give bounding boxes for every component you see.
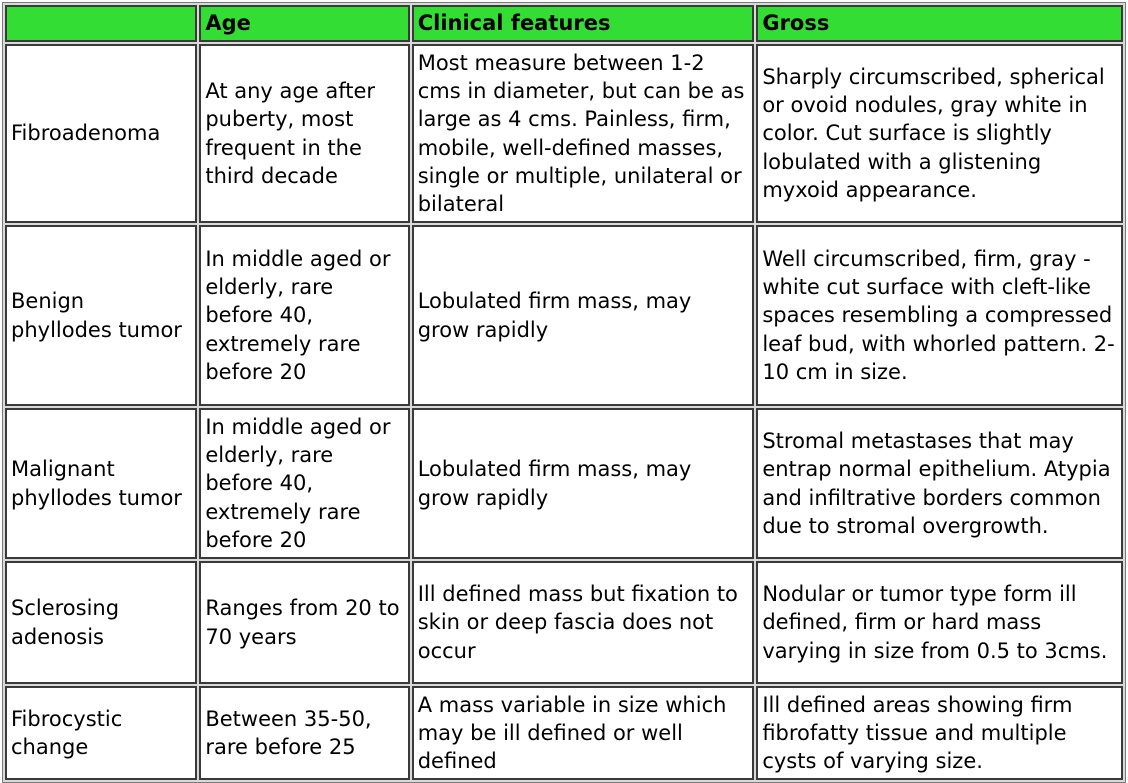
- condition-cell: Sclerosing adenosis: [5, 561, 197, 684]
- header-cell-gross: Gross: [756, 5, 1123, 42]
- table-row: [5, 686, 1123, 780]
- clinical-cell: Ill defined mass but fixation to skin or deep fascia does not occur: [412, 561, 755, 684]
- clinical-cell: Most measure between 1-2 cms in diameter, but can be as large as 4 cms. Painless, firm, mobile, well-defined masses, single or multiple, unilateral or bilateral: [412, 44, 755, 223]
- age-cell: At any age after puberty, most frequent in the third decade: [199, 44, 409, 223]
- condition-cell: Fibroadenoma: [5, 44, 197, 223]
- age-cell: In middle aged or elderly, rare before 40, extremely rare before 20: [199, 225, 409, 406]
- clinical-cell: Lobulated firm mass, may grow rapidly: [412, 225, 755, 406]
- header-cell-blank: [5, 5, 197, 42]
- gross-cell: Ill defined areas showing firm fibrofatty tissue and multiple cysts of varying size.: [756, 686, 1123, 780]
- clinical-cell: Lobulated firm mass, may grow rapidly: [412, 408, 755, 559]
- header-cell-age: Age: [199, 5, 409, 42]
- gross-cell: Sharply circumscribed, spherical or ovoid nodules, gray white in color. Cut surface is slightly lobulated with a glistening myxoid appearance.: [756, 44, 1123, 223]
- gross-cell: Nodular or tumor type form ill defined, firm or hard mass varying in size from 0.5 to 3cms.: [756, 561, 1123, 684]
- gross-cell: Well circumscribed, firm, gray -white cut surface with cleft-like spaces resembling a compressed leaf bud, with whorled pattern. 2-10 cm in size.: [756, 225, 1123, 406]
- condition-cell: Fibrocystic change: [5, 686, 197, 780]
- age-cell: In middle aged or elderly, rare before 40, extremely rare before 20: [199, 408, 409, 559]
- table-body: [5, 44, 1123, 780]
- age-cell: Between 35-50, rare before 25: [199, 686, 409, 780]
- table-row: [5, 561, 1123, 684]
- table-header: [5, 5, 1123, 42]
- age-cell: Ranges from 20 to 70 years: [199, 561, 409, 684]
- comparison-table: [2, 2, 1126, 783]
- header-row: [5, 5, 1123, 42]
- table-row: [5, 44, 1123, 223]
- condition-cell: Malignant phyllodes tumor: [5, 408, 197, 559]
- condition-cell: Benign phyllodes tumor: [5, 225, 197, 406]
- table-row: [5, 408, 1123, 559]
- table-row: [5, 225, 1123, 406]
- header-cell-clinical-features: Clinical features: [412, 5, 755, 42]
- gross-cell: Stromal metastases that may entrap normal epithelium. Atypia and infiltrative borders common due to stromal overgrowth.: [756, 408, 1123, 559]
- clinical-cell: A mass variable in size which may be ill defined or well defined: [412, 686, 755, 780]
